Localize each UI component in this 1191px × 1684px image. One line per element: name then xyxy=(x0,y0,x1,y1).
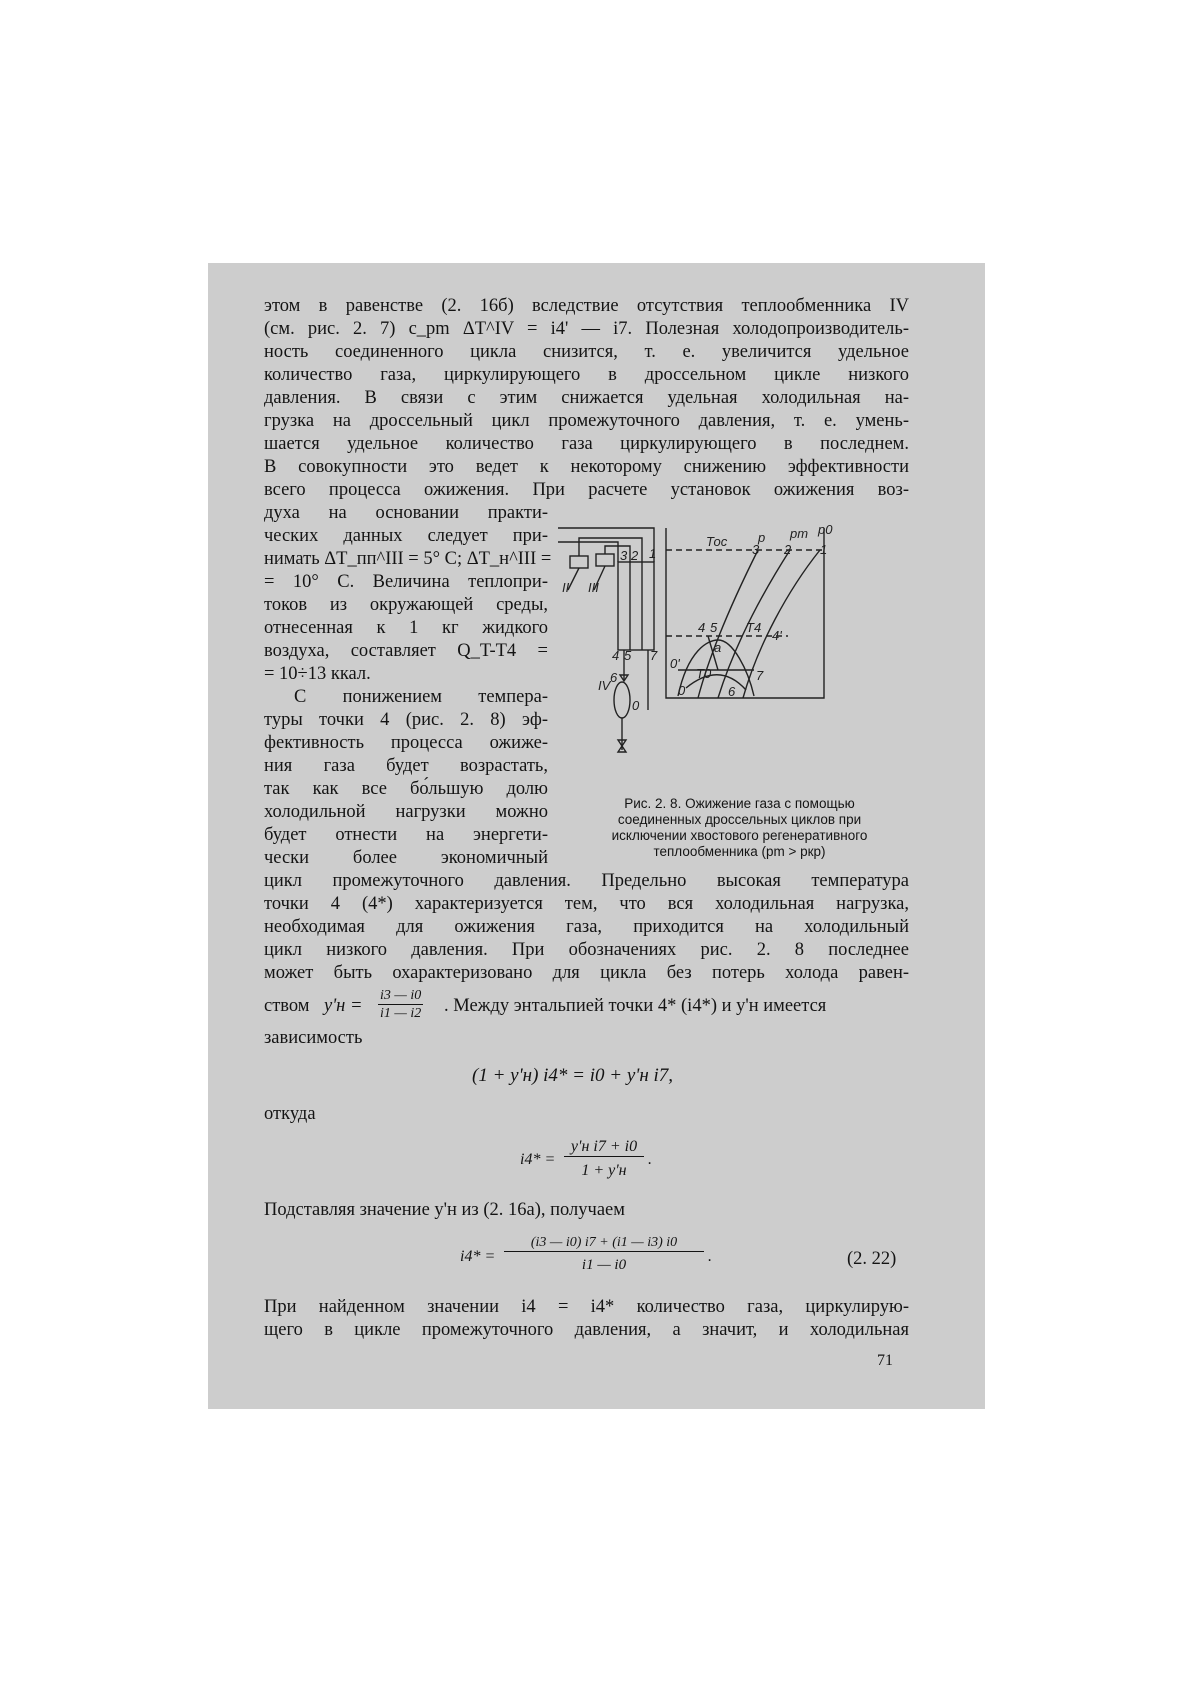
narrow-text-line: = 10÷13 ккал. xyxy=(264,664,371,684)
narrow-text-line: будет отнести на энергети- xyxy=(264,825,548,845)
formula-lhs: y'н = xyxy=(324,996,363,1016)
formula-tail: . xyxy=(708,1248,712,1265)
text-line: количество газа, циркулирующего в дроссельном цикле низкого xyxy=(264,365,909,385)
formula-tail: . xyxy=(648,1151,652,1168)
diagram-point-0: 0 xyxy=(678,683,686,698)
diagram-point-6: 6 xyxy=(728,684,736,699)
narrow-text-line: туры точки 4 (рис. 2. 8) эф- xyxy=(264,710,548,730)
narrow-text-line: так как все бо́льшую долю xyxy=(264,779,548,799)
fraction-denominator: i1 — i2 xyxy=(380,1006,422,1021)
label-0: 0 xyxy=(632,698,640,713)
figure-caption-line: теплообменника (pm > pкр) xyxy=(653,844,826,859)
fraction-numerator: (i3 — i0) i7 + (i1 — i3) i0 xyxy=(504,1235,704,1252)
diagram-point-4: 4 xyxy=(698,620,706,635)
equation-1: (1 + y'н) i4* = i0 + y'н i7, xyxy=(472,1065,674,1086)
separator-IV xyxy=(614,682,630,718)
label-7: 7 xyxy=(650,648,658,663)
figure-caption-line: исключении хвостового регенеративного xyxy=(611,828,868,843)
text-line: В совокупности это ведет к некоторому снижению эффективности xyxy=(264,457,909,477)
text-line: цикл низкого давления. При обозначениях рис. 2. 8 последнее xyxy=(264,940,909,960)
label-a: a xyxy=(714,640,722,655)
label-3: 3 xyxy=(620,548,628,563)
text-line: точки 4 (4*) характеризуется тем, что вся холодильная нагрузка, xyxy=(264,894,909,914)
text-line: всего процесса ожижения. При расчете установок ожижения воз- xyxy=(264,480,909,500)
formula-lhs: i4* = xyxy=(520,1151,556,1168)
figure-2-8 xyxy=(558,520,910,782)
label-6: 6 xyxy=(610,670,618,685)
text-line: щего в цикле промежуточного давления, а значит, и холодильная xyxy=(264,1320,909,1340)
figure-caption-line: соединенных дроссельных циклов при xyxy=(617,812,862,827)
equation-number: (2. 22) xyxy=(847,1249,897,1269)
label-pm: pm xyxy=(790,526,809,541)
label-5: 5 xyxy=(624,648,632,663)
inline-fraction-line xyxy=(264,988,909,1024)
diagram-point-7: 7 xyxy=(756,668,764,683)
formula-lhs: i4* = xyxy=(460,1248,496,1265)
diagram-point-0p: 0' xyxy=(670,656,680,671)
narrow-text-line: отнесенная к 1 кг жидкого xyxy=(264,618,548,638)
equation-3 xyxy=(460,1235,730,1285)
narrow-text-line: воздуха, составляет Q_T-T4 = xyxy=(264,641,548,661)
diagram-point-5: 5 xyxy=(710,620,718,635)
equation-2 xyxy=(520,1138,680,1188)
text-line: откуда xyxy=(264,1104,316,1124)
fraction-numerator: y'н i7 + i0 xyxy=(564,1138,644,1157)
diagram-point-4p: 4' xyxy=(772,628,782,643)
narrow-text-line: фективность процесса ожиже- xyxy=(264,733,548,753)
label-p0: p0 xyxy=(818,522,833,537)
text-line: При найденном значении i4 = i4* количество газа, циркулирую- xyxy=(264,1297,909,1317)
diagram-point-3: 3 xyxy=(752,542,760,557)
text-line: необходимая для ожижения газа, приходится на холодильный xyxy=(264,917,909,937)
label-II: II xyxy=(562,580,570,595)
diagram-point-2: 2 xyxy=(784,542,792,557)
label-t0: T0 xyxy=(696,666,712,681)
text-line: зависимость xyxy=(264,1028,363,1048)
compressor-III xyxy=(596,554,614,566)
text-line: цикл промежуточного давления. Предельно высокая температура xyxy=(264,871,909,891)
text-fragment: ством xyxy=(264,996,310,1016)
narrow-text-line: ния газа будет возрастать, xyxy=(264,756,548,776)
label-1: 1 xyxy=(649,546,657,561)
text-line: может быть охарактеризовано для цикла без потерь холода равен- xyxy=(264,963,909,983)
text-line: Подставляя значение y'н из (2. 16а), получаем xyxy=(264,1200,625,1220)
narrow-text-line: С понижением темпера- xyxy=(294,687,548,707)
ts-diagram-frame xyxy=(666,528,824,698)
fraction-denominator: 1 + y'н xyxy=(581,1162,627,1179)
label-toc: Тос xyxy=(706,534,728,549)
diagram-point-1: 1 xyxy=(820,542,828,557)
label-p: p xyxy=(758,530,766,545)
heat-exchanger-block xyxy=(618,562,654,650)
narrow-text-line: нимать ΔT_пп^III = 5° C; ΔT_н^III = xyxy=(264,549,552,569)
narrow-text-line: холодильной нагрузки можно xyxy=(264,802,548,822)
fraction-numerator: i3 — i0 xyxy=(380,988,422,1003)
label-t4: T4 xyxy=(746,620,762,635)
narrow-text-line: = 10° C. Величина теплопри- xyxy=(264,572,548,592)
text-line: ность соединенного цикла снизится, т. е. увеличится удельное xyxy=(264,342,909,362)
page-number: 71 xyxy=(877,1352,893,1369)
label-2: 2 xyxy=(631,548,639,563)
label-III: III xyxy=(588,580,599,595)
label-IV: IV xyxy=(598,678,611,693)
narrow-text-line: ческих данных следует при- xyxy=(264,526,548,546)
narrow-text-line: духа на основании практи- xyxy=(264,503,548,523)
fraction-denominator: i1 — i0 xyxy=(581,1257,627,1273)
narrow-text-line: чески более экономичный xyxy=(264,848,548,868)
narrow-text-line: токов из окружающей среды, xyxy=(264,595,548,615)
text-fragment: . Между энтальпией точки 4* (i4*) и y'н имеется xyxy=(444,996,827,1016)
text-line: грузка на дроссельный цикл промежуточного давления, т. е. умень- xyxy=(264,411,909,431)
label-4: 4 xyxy=(612,648,620,663)
text-line: этом в равенстве (2. 16б) вследствие отсутствия теплообменника IV xyxy=(264,296,909,316)
text-line: (см. рис. 2. 7) c_pm ΔT^IV = i4' — i7. Полезная холодопроизводитель- xyxy=(264,319,909,339)
text-line: давления. В связи с этим снижается удельная холодильная на- xyxy=(264,388,909,408)
compressor-II xyxy=(570,556,588,568)
figure-caption-line: Рис. 2. 8. Ожижение газа с помощью xyxy=(624,796,855,811)
text-line: шается удельное количество газа циркулирующего в последнем. xyxy=(264,434,909,454)
